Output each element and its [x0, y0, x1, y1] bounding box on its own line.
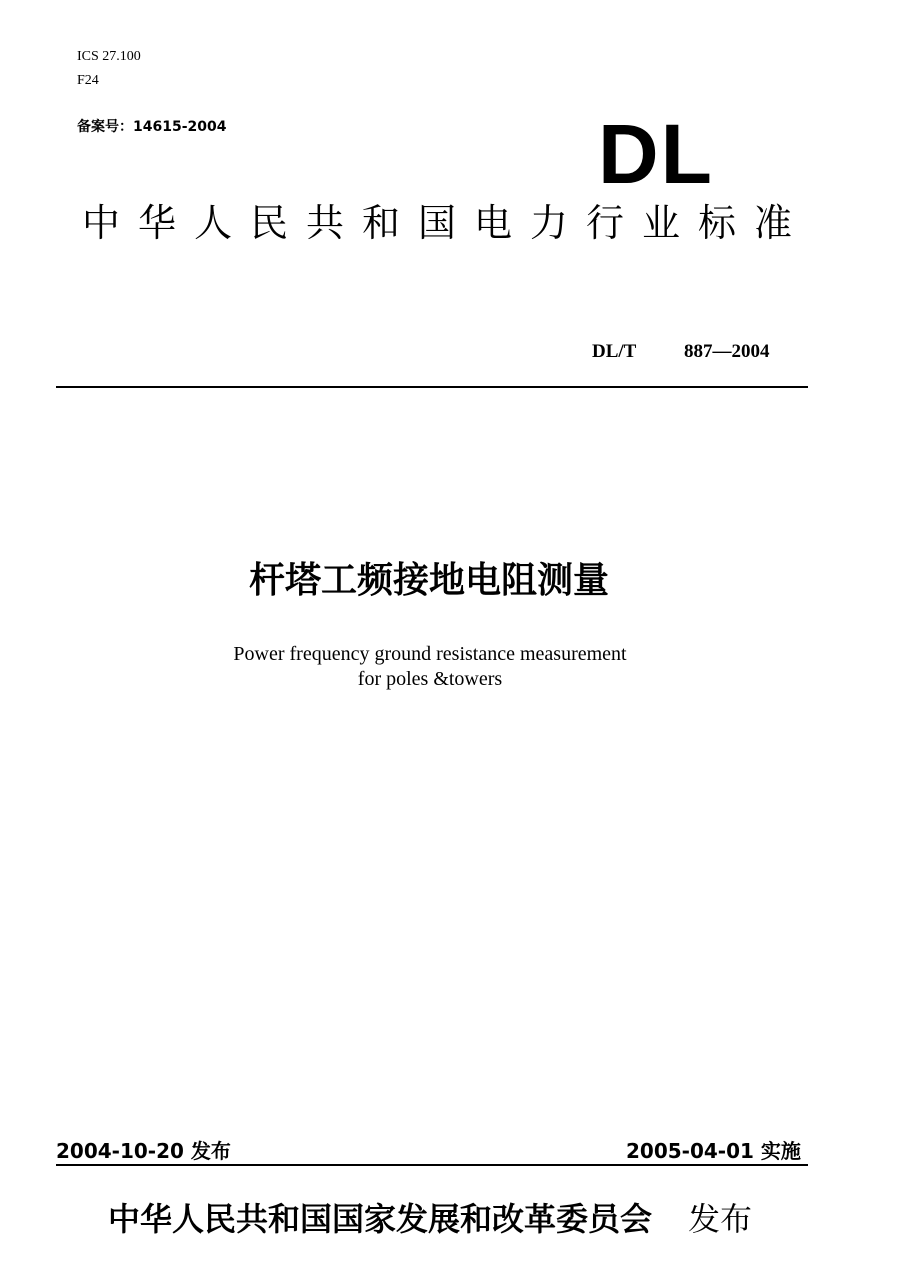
classification-code: F24 [77, 73, 99, 88]
issuing-authority: 中华人民共和国国家发展和改革委员会 [108, 1200, 653, 1238]
filing-number: 备案号：14615-2004 [77, 119, 227, 135]
dl-logo: DL [598, 107, 714, 201]
document-title-chinese: 杆塔工频接地电阻测量 [248, 560, 609, 601]
document-title-english-line-2: for poles &towers [357, 668, 503, 690]
standard-category-title: 中华人民共和国电力行业标准 [81, 201, 810, 245]
standard-number [592, 340, 770, 364]
implementation-date: 2005-04-01 实施 [626, 1139, 801, 1163]
standard-code: DL/T [592, 341, 637, 362]
header-divider [56, 386, 808, 388]
footer-divider [56, 1164, 808, 1166]
document-title-english-line-1: Power frequency ground resistance measurement [233, 643, 627, 665]
ics-code: ICS 27.100 [77, 49, 141, 64]
issuing-action: 发布 [688, 1200, 753, 1238]
standard-number-value: 887—2004 [684, 341, 770, 362]
issue-date: 2004-10-20 发布 [56, 1139, 231, 1163]
